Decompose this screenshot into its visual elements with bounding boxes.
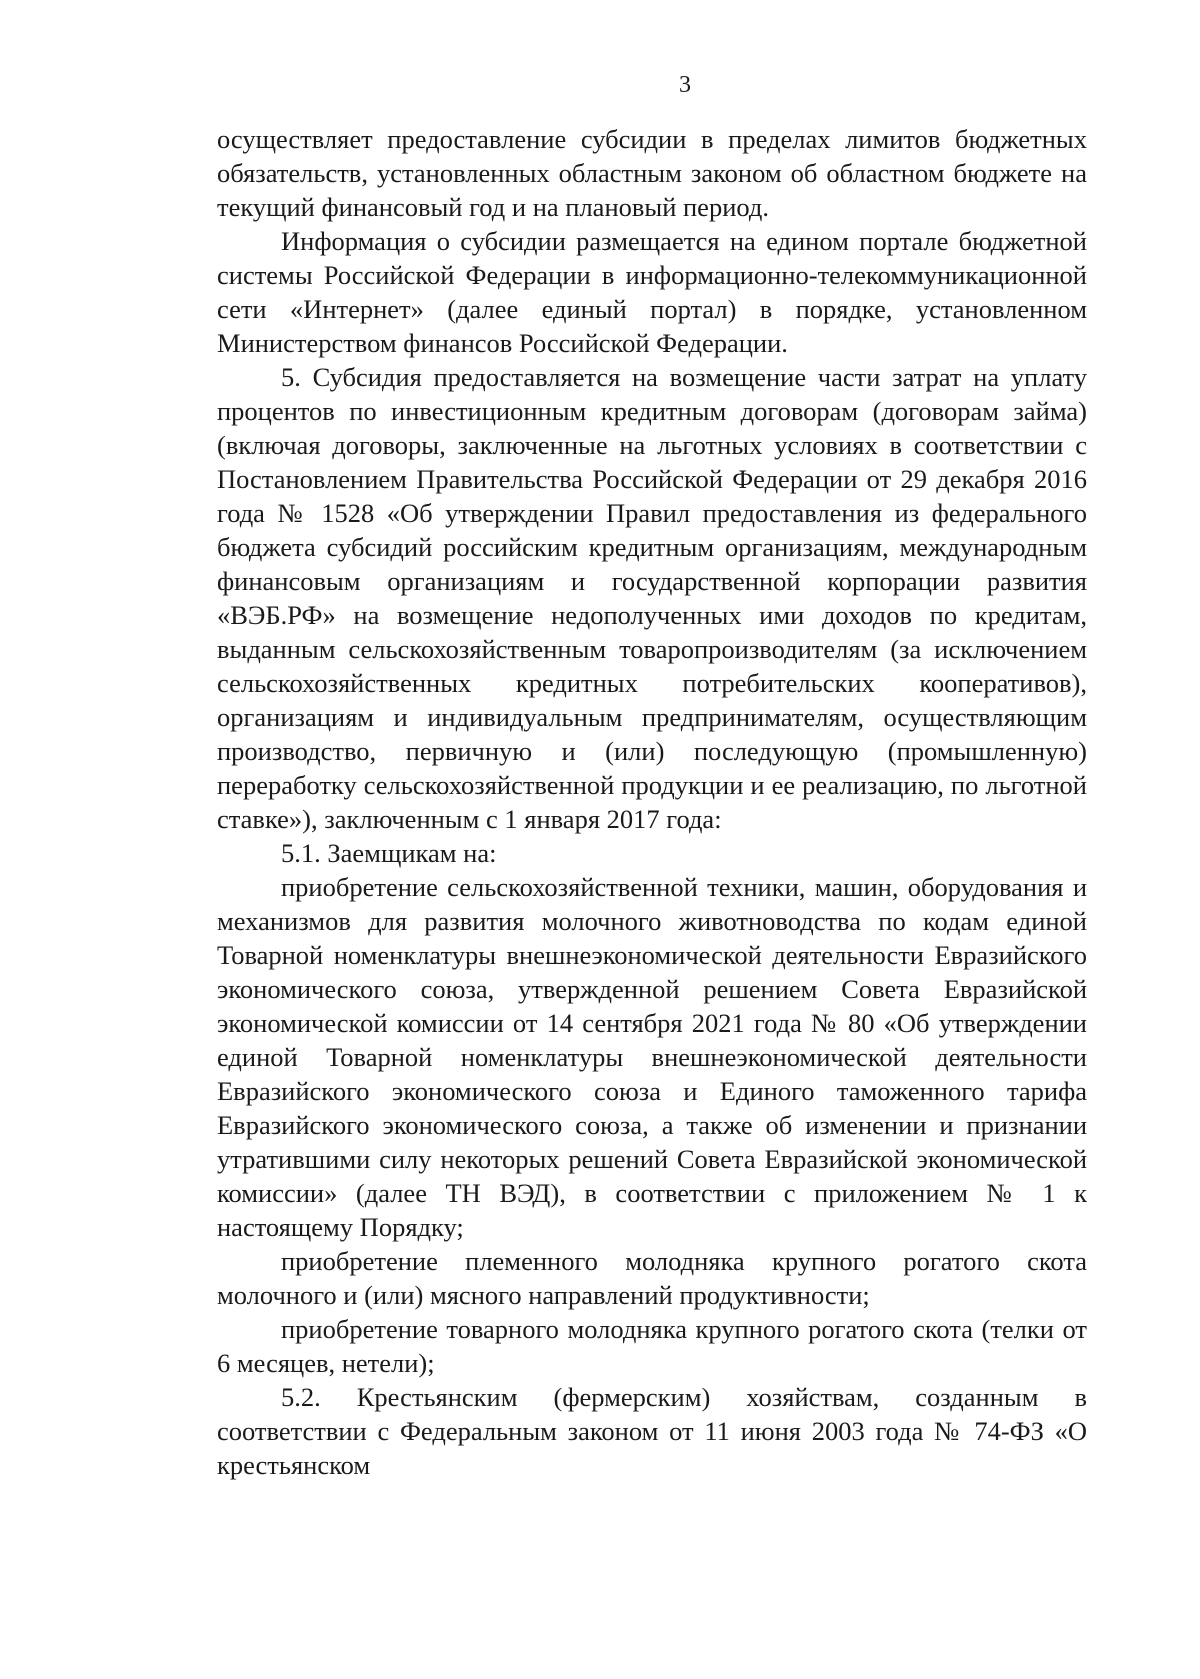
paragraph-section-5-2: 5.2. Крестьянским (фермерским) хозяйствам, созданным в соответствии с Федеральным законом от 11 июня 2003 года № 74-ФЗ «О крестьянском (217, 1382, 1087, 1480)
paragraph-portal-info: Информация о субсидии размещается на едином портале бюджетной системы Российской Федерации в информационно-телекоммуникационной сети «Интернет» (далее единый портал) в порядке, установленном Министерством финансов Российской Федерации. (217, 226, 1087, 358)
document-body (217, 122, 1087, 1482)
paragraph-commercial-stock: приобретение товарного молодняка крупного рогатого скота (телки от 6 месяцев, нетели); (217, 1314, 1087, 1378)
paragraph-budget-limits: осуществляет предоставление субсидии в пределах лимитов бюджетных обязательств, установленных областным законом об областном бюджете на текущий финансовый год и на плановый период. (217, 124, 1087, 222)
paragraph-section-5-1: 5.1. Заемщикам на: (281, 838, 497, 868)
paragraph-equipment-purchase: приобретение сельскохозяйственной техники, машин, оборудования и механизмов для развития молочного животноводства по кодам единой Товарной номенклатуры внешнеэкономической деятельности Евразийского экономического союза, утвержденной решением Совета Евразийской экономической комиссии от 14 сентября 2021 года № 80 «Об утверждении единой Товарной номенклатуры внешнеэкономической деятельности Евразийского экономического союза и Единого таможенного тарифа Евразийского экономического союза, а также об изменении и признании утратившими силу некоторых решений Совета Евразийской экономической комиссии» (далее ТН ВЭД), в соответствии с приложением № 1 к настоящему Порядку; (217, 872, 1087, 1242)
paragraph-breeding-stock: приобретение племенного молодняка крупного рогатого скота молочного и (или) мясного направлений продуктивности; (217, 1246, 1087, 1310)
page-number: 3 (679, 72, 691, 98)
paragraph-section-5: 5. Субсидия предоставляется на возмещение части затрат на уплату процентов по инвестиционным кредитным договорам (договорам займа) (включая договоры, заключенные на льготных условиях в соответствии с Постановлением Правительства Российской Федерации от 29 декабря 2016 года № 1528 «Об утверждении Правил предоставления из федерального бюджета субсидий российским кредитным организациям, международным финансовым организациям и государственной корпорации развития «ВЭБ.РФ» на возмещение недополученных ими доходов по кредитам, выданным сельскохозяйственным товаропроизводителям (за исключением сельскохозяйственных кредитных потребительских кооперативов), организациям и индивидуальным предпринимателям, осуществляющим производство, первичную и (или) последующую (промышленную) переработку сельскохозяйственной продукции и ее реализацию, по льготной ставке»), заключенным с 1 января 2017 года: (217, 362, 1087, 834)
